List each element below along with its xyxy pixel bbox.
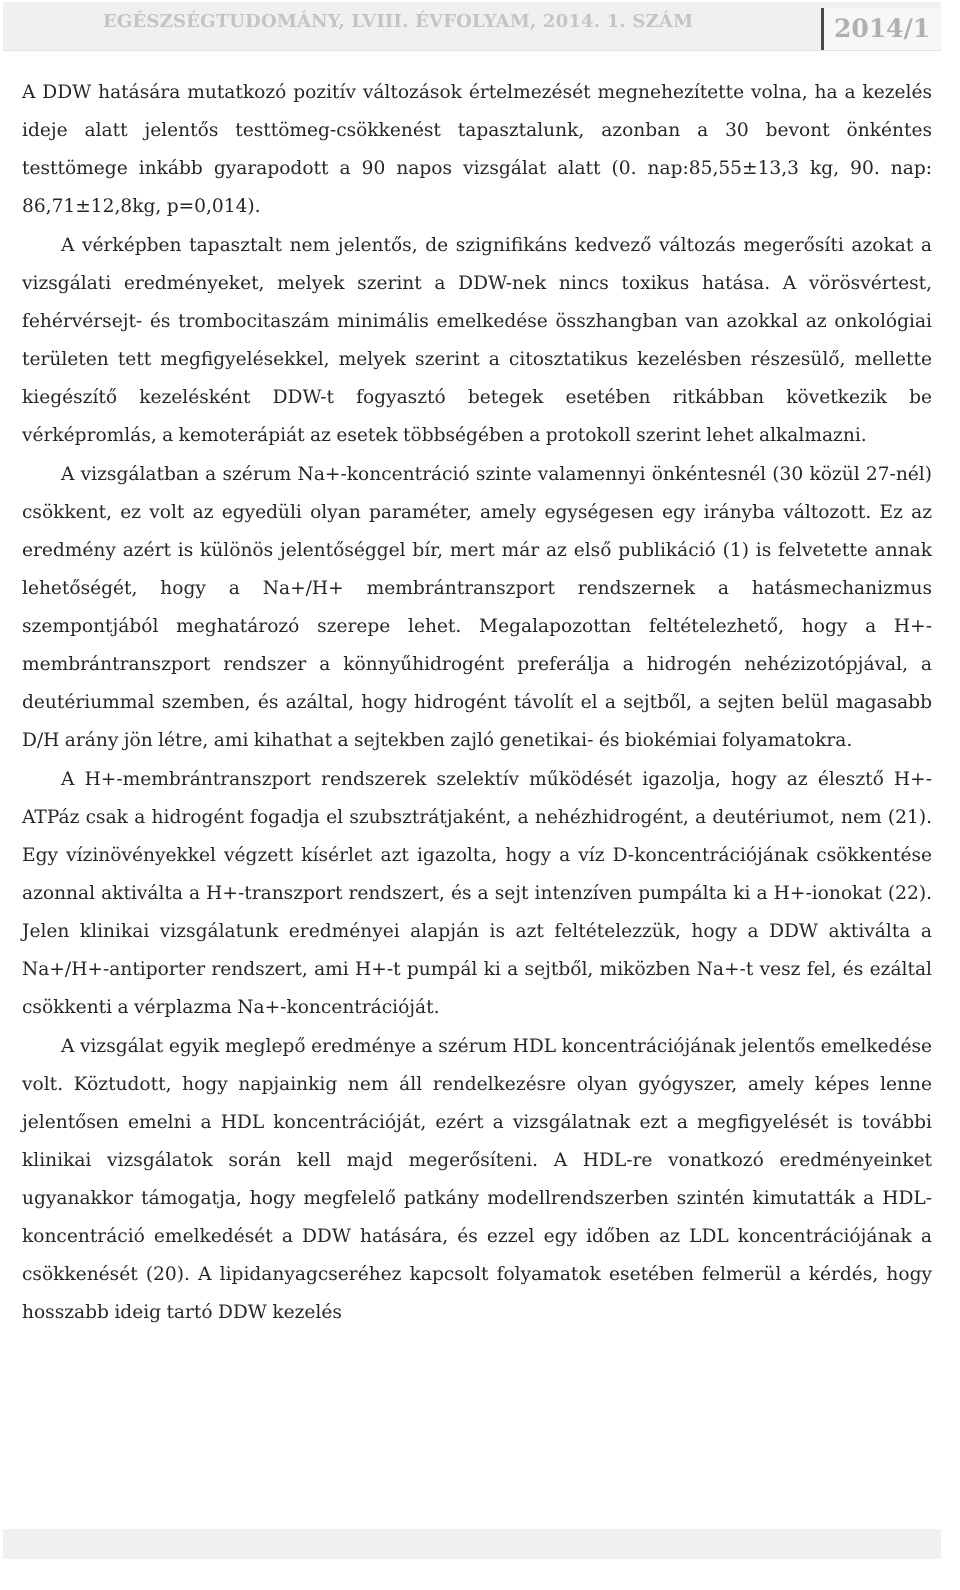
issue-number: 2014/1 bbox=[834, 14, 931, 43]
journal-title: EGÉSZSÉGTUDOMÁNY, LVIII. ÉVFOLYAM, 2014. 1. SZÁM bbox=[103, 11, 694, 32]
paragraph: A DDW hatására mutatkozó pozitív változások értelmezését megnehezítette volna, ha a kezelés ideje alatt jelentős testtömeg-csökkenést tapasztalunk, azonban a 30 bevont önkéntes testtömege inkább gyarapodott a 90 napos vizsgálat alatt (0. nap:85,55±13,3 kg, 90. nap: 86,71±12,8kg, p=0,014). bbox=[22, 82, 932, 217]
footer-bar bbox=[3, 1529, 941, 1559]
issue-box bbox=[821, 8, 942, 50]
paragraph: A vérképben tapasztalt nem jelentős, de szignifikáns kedvező változás megerősíti azokat a vizsgálati eredményeket, melyek szerint a DDW-nek nincs toxikus hatása. A vörösvértest, fehérvérsejt- és trombocitaszám minimális emelkedése összhangban van azokkal az onkológiai területen tett megfigyelésekkel, melyek szerint a citosztatikus kezelésben részesülő, mellette kiegészítő kezelésként DDW-t fogyasztó betegek esetében ritkábban következik be vérképromlás, a kemoterápiát az esetek többségében a protokoll szerint lehet alkalmazni. bbox=[22, 235, 932, 446]
running-header bbox=[3, 2, 941, 51]
paragraph: A vizsgálat egyik meglepő eredménye a szérum HDL koncentrációjának jelentős emelkedése volt. Köztudott, hogy napjainkig nem áll rendelkezésre olyan gyógyszer, amely képes lenne jelentősen emelni a HDL koncentrációját, ezért a vizsgálatnak ezt a megfigyelését is további klinikai vizsgálatok során kell majd megerősíteni. A HDL-re vonatkozó eredményeinket ugyanakkor támogatja, hogy megfelelő patkány modellrendszerben szintén kimutatták a HDL-koncentráció emelkedését a DDW hatására, és ezzel egy időben az LDL koncentrációjának a csökkenését (20). A lipidanyagcseréhez kapcsolt folyamatok esetében felmerül a kérdés, hogy hosszabb ideig tartó DDW kezelés bbox=[22, 1036, 932, 1323]
paragraph: A H+-membrántranszport rendszerek szelektív működését igazolja, hogy az élesztő H+-ATPáz csak a hidrogént fogadja el szubsztrátjaként, a nehézhidrogént, a deutériumot, nem (21). Egy vízinövényekkel végzett kísérlet azt igazolta, hogy a víz D-koncentrációjának csökkentése azonnal aktiválta a H+-transzport rendszert, és a sejt intenzíven pumpálta ki a H+-ionokat (22). Jelen klinikai vizsgálatunk eredményei alapján is azt feltételezzük, hogy a DDW aktiválta a Na+/H+-antiporter rendszert, ami H+-t pumpál ki a sejtből, miközben Na+-t vesz fel, és ezáltal csökkenti a vérplazma Na+-koncentrációját. bbox=[22, 769, 932, 1018]
article-body bbox=[22, 74, 932, 1332]
paragraph: A vizsgálatban a szérum Na+-koncentráció szinte valamennyi önkéntesnél (30 közül 27-nél) csökkent, ez volt az egyedüli olyan paraméter, amely egységesen egy irányba változott. Ez az eredmény azért is különös jelentőséggel bír, mert már az első publikáció (1) is felvetette annak lehetőségét, hogy a Na+/H+ membrántranszport rendszernek a hatásmechanizmus szempontjából meghatározó szerepe lehet. Megalapozottan feltételezhető, hogy a H+-membrántranszport rendszer a könnyűhidrogént preferálja a hidrogén nehézizotópjával, a deutériummal szemben, és azáltal, hogy hidrogént távolít el a sejtből, a sejten belül magasabb D/H arány jön létre, ami kihathat a sejtekben zajló genetikai- és biokémiai folyamatokra. bbox=[22, 464, 932, 751]
